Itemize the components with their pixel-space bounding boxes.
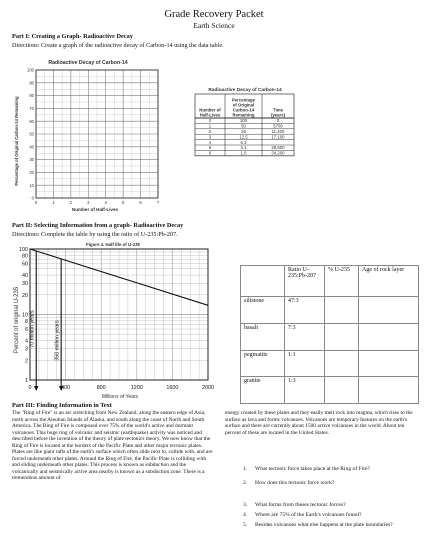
y-tick-label: 20 <box>29 170 34 175</box>
x-tick-label: 6 <box>139 200 142 205</box>
percent-cell[interactable] <box>325 324 359 351</box>
table-cell: 100 <box>239 118 248 124</box>
y-tick-label: 40 <box>22 273 28 280</box>
age-cell[interactable] <box>359 377 419 404</box>
arrow-down-icon <box>34 386 38 391</box>
percent-cell[interactable] <box>325 377 359 404</box>
y-tick-label: 60 <box>29 118 34 124</box>
table-cell: 0 <box>208 118 212 124</box>
carbon14-table-svg <box>193 84 423 184</box>
table-cell: 50 <box>241 123 246 129</box>
table-cell: 3.1 <box>240 145 247 151</box>
y-tick-label: 60 <box>22 261 28 268</box>
x-tick-label: 5 <box>121 200 125 205</box>
y-tick-label: 30 <box>22 281 28 288</box>
carbon14-graph <box>10 54 175 214</box>
u235-table-wrap <box>240 265 419 404</box>
u235-th-percent: % U-235 <box>325 266 359 297</box>
table-cell: 0 <box>276 118 280 124</box>
rock-name: siltstone <box>241 297 285 324</box>
table-header-cell: Number of Half-Lives <box>199 107 221 118</box>
carbon14-graph-ylabel: Percentage of Original Carbon-14 Remaining <box>14 96 19 186</box>
x-tick-label: 2000 <box>202 385 214 391</box>
rock-name: pegmatite <box>241 351 285 377</box>
table-row <box>241 324 419 351</box>
question-number: 4. <box>243 512 248 518</box>
ratio-value: 1:1 <box>285 351 325 377</box>
table-cell: 34,200 <box>271 150 285 156</box>
age-cell[interactable] <box>359 351 419 377</box>
annotation-350-million: 350 million years <box>54 320 61 361</box>
rock-name: basalt <box>241 324 285 351</box>
x-tick-label: 3 <box>87 200 90 205</box>
carbon14-table-title: Radioactive Decay of Carbon-14 <box>208 88 282 93</box>
y-tick-label: 40 <box>29 144 34 150</box>
ratio-value: 47:3 <box>285 297 325 324</box>
question-text: What forms from theses tectonic forces? <box>255 502 346 508</box>
question-number: 5. <box>243 522 248 528</box>
table-cell: 6 <box>208 150 212 156</box>
u235-graph-svg <box>8 240 214 400</box>
carbon14-graph-svg <box>10 54 175 214</box>
x-tick-label: 2 <box>69 200 73 205</box>
table-cell: 6.3 <box>240 139 247 145</box>
page-subtitle: Earth Science <box>193 21 235 30</box>
question-text: How does this tectonic force work? <box>255 480 335 486</box>
y-tick-label: 30 <box>29 157 34 163</box>
annotation-70-million: 70 million years <box>29 310 36 348</box>
rock-name: granite <box>241 377 285 404</box>
part1-heading: Part I: Creating a Graph- Radioactive Decay <box>12 33 133 40</box>
part2-directions: Directions: Complete the table by using the ratio of U-235:Pb-207. <box>12 231 178 238</box>
question-list <box>243 466 421 554</box>
table-cell: 5 <box>208 145 212 151</box>
carbon14-graph-title: Radioactive Decay of Carbon-14 <box>48 60 128 66</box>
u235-graph-title: Figure 4. Half life of U-235 <box>86 242 140 247</box>
y-tick-label: 3 <box>25 346 28 353</box>
y-tick-label: 100 <box>27 67 34 73</box>
x-tick-label: 0 <box>28 385 32 391</box>
u235-th-ratio: Ratio U-235:Pb-207 <box>285 266 325 297</box>
part1-directions: Directions: Create a graph of the radioactive decay of Carbon-14 using the data table. <box>12 42 224 49</box>
question-number: 3. <box>243 502 248 508</box>
part3-text-left: The "Ring of Fire" is an arc stretching from New Zealand, along the eastern edge of Asia, north across the Aleutian Islands of Alaska, and south along the coast of North and South America. The Ring of Fire is composed over 75% of the world's active and dormant volcanoes. This huge ring of volcanic and seismic (earthquake) activity was noticed and described before the invention of the theory of plate tectonics theory. We now know that the Ring of Fire is located at the borders of the Pacific Plate and other major tectonic plates. Plates are like giant rafts of the earth's surface which often slide next to, collide with, and are forced underneath other plates. Around the Ring of Fire, the Pacific Plate is colliding with and sliding underneath other plates. This process is known as subduction and the volcanically and seismically active area nearby is known as a subduction zone. There is a tremendous amount of <box>12 410 213 482</box>
part3-heading: Part III: Finding Information in Text <box>12 402 112 409</box>
part3-text-right: energy created by these plates and they easily melt rock into magma, which rises to the surface as lava and forms volcanoes. Volcanoes are temporary features on the earth's surface and there are currently about 1500 active volcanoes in the world. About ten percent of these are located in the United States. <box>225 410 413 436</box>
y-tick-label: 80 <box>22 253 28 260</box>
x-tick-label: 1600 <box>166 385 179 391</box>
table-cell: 2 <box>208 129 212 134</box>
table-cell: 25 <box>241 129 246 134</box>
percent-cell[interactable] <box>325 351 359 377</box>
y-tick-label: 6 <box>25 327 28 334</box>
table-row <box>241 297 419 324</box>
table-cell: 12.5 <box>239 134 248 140</box>
y-tick-label: 70 <box>29 106 34 111</box>
u235-graph-xlabel: Millions of Years <box>101 394 139 400</box>
x-tick-label: 4 <box>104 200 107 205</box>
question-text: Besides volcanoes what else happens at the plate boundaries? <box>255 522 393 528</box>
x-tick-label: 7 <box>156 200 160 205</box>
table-cell: 28,500 <box>271 145 285 151</box>
question-text: What tectonic force takes place at the Ring of Fire? <box>255 466 371 472</box>
age-cell[interactable] <box>359 324 419 351</box>
table-cell: 1 <box>208 123 212 129</box>
y-tick-label: 2 <box>25 358 28 365</box>
page-title: Grade Recovery Packet <box>164 9 264 20</box>
ratio-value: 1:3 <box>285 377 325 404</box>
u235-table-header-row <box>241 266 419 297</box>
y-tick-label: 20 <box>22 292 28 299</box>
y-tick-label: 90 <box>29 80 34 86</box>
u235-graph <box>8 240 214 400</box>
table-header-cell: Time (years) <box>270 107 286 118</box>
x-tick-label: 400 <box>61 385 71 391</box>
table-cell: 5700 <box>273 123 283 129</box>
y-tick-label: 50 <box>29 131 34 137</box>
x-tick-label: 1200 <box>130 385 143 391</box>
table-cell: 4 <box>208 139 212 145</box>
table-header-cell: Percentage of Original Carbon-14 Remaining <box>231 97 256 118</box>
question-number: 1. <box>243 466 248 472</box>
x-tick-label: 800 <box>96 385 106 391</box>
table-cell: 11,400 <box>271 129 285 134</box>
table-cell: 3 <box>208 134 212 140</box>
table-cell: 17,100 <box>271 134 285 140</box>
x-tick-label: 0 <box>34 200 38 205</box>
carbon14-graph-xlabel: Number of Half-Lives <box>71 207 119 212</box>
part2-heading: Part II: Selecting Information from a graph- Radioactive Decay <box>12 222 184 229</box>
carbon14-table <box>193 84 423 184</box>
u235-th-age: Age of rock layer <box>359 266 419 297</box>
x-tick-label: 1 <box>52 200 55 205</box>
ratio-value: 7:3 <box>285 324 325 351</box>
u235-graph-ylabel: Percent of original U-235 <box>14 286 20 354</box>
y-tick-label: 1 <box>25 378 28 384</box>
y-tick-label: 10 <box>29 182 34 188</box>
y-tick-label: 10 <box>22 312 28 319</box>
table-row <box>241 351 419 377</box>
percent-cell[interactable] <box>325 297 359 324</box>
question-number: 2. <box>243 480 248 486</box>
y-tick-label: 4 <box>25 338 28 345</box>
question-text: Where are 75% of the Earth's volcanoes found? <box>255 512 362 518</box>
y-tick-label: 100 <box>19 247 28 253</box>
y-tick-label: 0 <box>31 195 34 201</box>
y-tick-label: 8 <box>25 318 28 325</box>
u235-th-blank <box>241 266 285 297</box>
y-tick-label: 80 <box>29 93 34 99</box>
table-cell: 1.6 <box>240 150 247 156</box>
age-cell[interactable] <box>359 297 419 324</box>
u235-table <box>240 265 419 404</box>
table-row <box>241 377 419 404</box>
